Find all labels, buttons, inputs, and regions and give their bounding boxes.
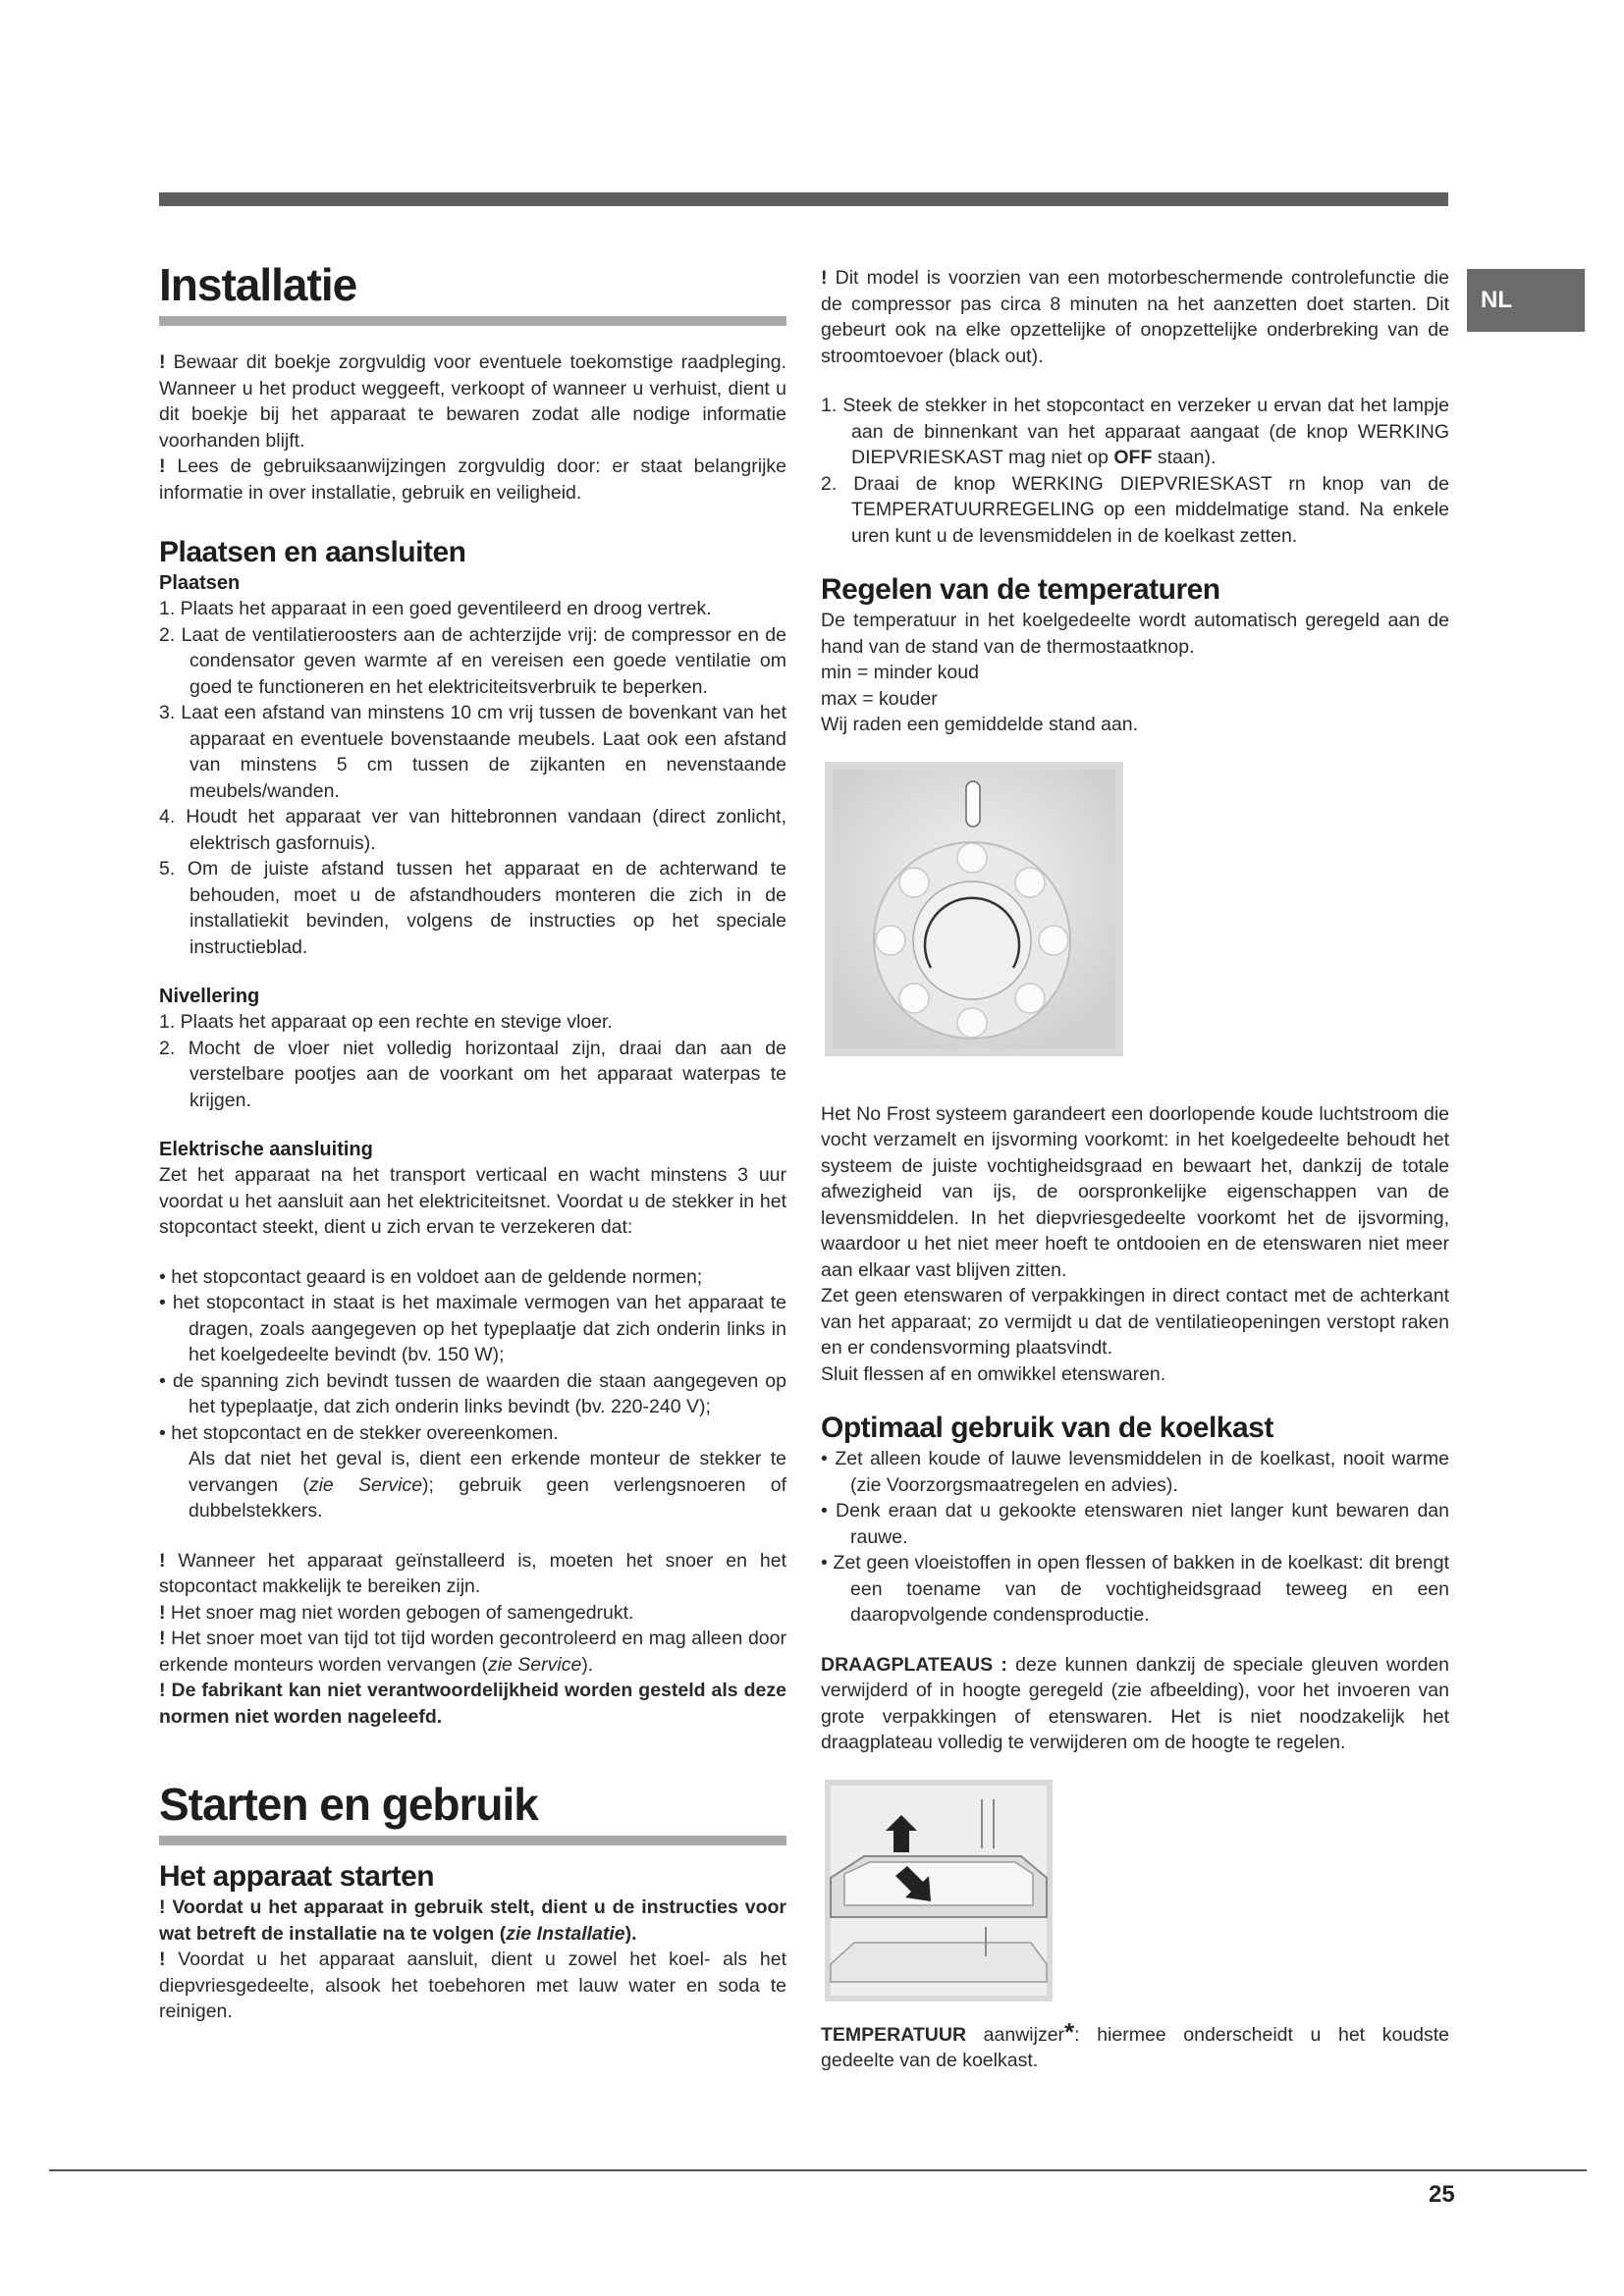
service-reference: zie Service (308, 1473, 423, 1496)
list-item: • Denk eraan dat u gekookte etenswaren niet langer kunt bewaren dan rauwe. (821, 1500, 1449, 1548)
paragraph: TEMPERATUUR aanwijzer*: hiermee onderscheidt u het koudste gedeelte van de koelkast. (821, 2016, 1449, 2071)
shelf-illustration (825, 1780, 1053, 2002)
elektrisch-list (159, 1264, 786, 1447)
bottom-rule (49, 2169, 1587, 2171)
paragraph: ! Bewaar dit boekje zorgvuldig voor eventuele toekomstige raadpleging. Wanneer u het product weggeeft, verkoopt of wanneer u verhuist, dient u dit boekje bij het apparaat te bewaren zodat alle nodige informatie voorhanden blijft. (159, 351, 786, 452)
paragraph: De temperatuur in het koelgedeelte wordt automatisch geregeld aan de hand van de stand van de thermostaatknop. (821, 610, 1449, 658)
subheading-plaatsen: Plaatsen (159, 572, 241, 594)
warning: ! Het snoer mag niet worden gebogen of samengedrukt. (159, 1601, 634, 1624)
list-item: 3. Laat een afstand van minstens 10 cm vrij tussen de bovenkant van het apparaat en eventuele bovenstaande meubels. Laat ook een afstand van minstens 5 cm tussen de zijkanten en nevenstaande meubels/wanden. (159, 702, 786, 802)
advice-line: Wij raden een gemiddelde stand aan. (821, 714, 1139, 735)
paragraph: Het No Frost systeem garandeert een doorlopende koude luchtstroom die vocht verzamelt en ijsvorming voorkomt: in het koelgedeelte behoudt het systeem de juiste vochtigheidsgraad en bewaart het, dankzij de totale afwezigheid van ijs, de oorspronkelijke eigenschappen van de levensmiddelen. In het diepvriesgedeelte voorkomt het de ijsvorming, waardoor u het niet meer hoeft te ontdooien en de etenswaren niet meer aan elkaar vast blijven zitten. (821, 1102, 1449, 1281)
list-item: • de spanning zich bevindt tussen de waarden die staan aangegeven op het typeplaatje, dat zich onderin links bevindt (bv. 220-240 V); (159, 1369, 786, 1417)
heading-regelen: Regelen van de temperaturen (821, 573, 1220, 606)
thermostat-dial-illustration (825, 762, 1123, 1056)
left-column (159, 257, 786, 2025)
subheading-nivellering: Nivellering (159, 986, 260, 1007)
start-steps-list (821, 393, 1449, 549)
nivellering-list (159, 1009, 786, 1113)
list-item: • het stopcontact geaard is en voldoet aan de geldende normen; (159, 1265, 703, 1288)
service-reference: zie Service (487, 1653, 582, 1676)
heading-optimaal: Optimaal gebruik van de koelkast (821, 1412, 1273, 1444)
indicator-light (966, 781, 980, 827)
section-title-starten: Starten en gebruik (159, 1779, 538, 1830)
warning: ! Het snoer moet van tijd tot tijd worden gecontroleerd en mag alleen door erkende monteurs worden vervangen (zie Service). (159, 1628, 786, 1676)
warning: ! De fabrikant kan niet verantwoordelijkheid worden gesteld als deze normen niet worden nageleefd. (159, 1680, 786, 1728)
heading-apparaat-starten: Het apparaat starten (159, 1860, 435, 1893)
optimaal-list (821, 1446, 1449, 1629)
glass-shelf (844, 1862, 1033, 1905)
shelf-figure (825, 1780, 1053, 2002)
paragraph: Als dat niet het geval is, dient een erkende monteur de stekker te vervangen (zie Service); gebruik geen verlengsnoeren of dubbelstekkers. (189, 1448, 787, 1522)
page-number: 25 (1429, 2181, 1455, 2208)
subheading-elektrisch: Elektrische aansluiting (159, 1139, 373, 1160)
heading-plaatsen-aansluiten: Plaatsen en aansluiten (159, 536, 466, 568)
list-item: • het stopcontact en de stekker overeenkomen. (159, 1421, 559, 1444)
right-column (821, 265, 1449, 2074)
paragraph: ! Dit model is voorzien van een motorbeschermende controlefunctie die de compressor pas circa 8 minuten na het aanzetten doet starten. Dit gebeurt ook na elke opzettelijke of onopzettelijke onderbreking van de stroomtoevoer (black out). (821, 267, 1449, 367)
paragraph: Zet geen etenswaren of verpakkingen in direct contact met de achterkant van het apparaat; zo vermijdt u dat de ventilatieopeningen verstopt raken en er condensvorming plaatsvindt. (821, 1285, 1449, 1359)
max-line: max = kouder (821, 687, 938, 710)
paragraph: ! Voordat u het apparaat in gebruik stelt, dient u de instructies voor wat betreft de installatie na te volgen (zie Installatie). (159, 1896, 786, 1945)
paragraph: DRAAGPLATEAUS : deze kunnen dankzij de speciale gleuven worden verwijderd of in hoogte geregeld (zie afbeelding), voor het invoeren van grote verpakkingen of etenswaren. Het is niet noodzakelijk het draagplateau volledig te verwijderen om de hoogte te regelen. (821, 1653, 1449, 1753)
paragraph: Sluit flessen af en omwikkel etenswaren. (821, 1362, 1166, 1385)
language-tab: NL (1467, 269, 1585, 332)
paragraph: Zet het apparaat na het transport verticaal en wacht minstens 3 uur voordat u het aansluit aan het elektriciteitsnet. Voordat u de stekker in het stopcontact steekt, dient u zich ervan te verzekeren dat: (159, 1164, 786, 1238)
list-item: 2. Mocht de vloer niet volledig horizontaal zijn, draai dan aan de verstelbare pootjes aan de voorkant om het apparaat waterpas te krijgen. (159, 1037, 786, 1111)
list-item: 4. Houdt het apparaat ver van hittebronnen vandaan (direct zonlicht, elektrisch gasfornuis). (159, 806, 786, 854)
lower-shelf (831, 1943, 1047, 1982)
title-rule (159, 316, 786, 326)
section-title-installatie: Installatie (159, 259, 357, 310)
paragraph: ! Voordat u het apparaat aansluit, dient u zowel het koel- als het diepvriesgedeelte, alsook het toebehoren met lauw water en soda te reinigen. (159, 1949, 786, 2022)
min-line: min = minder koud (821, 662, 979, 683)
list-item: • het stopcontact in staat is het maximale vermogen van het apparaat te dragen, zoals aangegeven op het typeplaatje dat zich onderin links in het koelgedeelte bevindt (bv. 150 W); (159, 1292, 786, 1365)
top-rule (159, 192, 1448, 206)
list-item: 1. Steek de stekker in het stopcontact en verzeker u ervan dat het lampje aan de binnenkant van het apparaat aangaat (de knop WERKING DIEPVRIESKAST mag niet op OFF staan). (821, 395, 1449, 468)
list-item: 1. Plaats het apparaat in een goed geventileerd en droog vertrek. (159, 598, 712, 619)
list-item: 2. Draai de knop WERKING DIEPVRIESKAST rn knop van de TEMPERATUURREGELING op een middelmatige stand. Na enkele uren kunt u de levensmiddelen in de koelkast zetten. (821, 472, 1449, 547)
title-rule (159, 1836, 786, 1845)
list-item: • Zet geen vloeistoffen in open flessen of bakken in de koelkast: dit brengt een toename van de vochtigheidsgraad teweeg en een daaropvolgende condensproductie. (821, 1552, 1449, 1626)
list-item: 1. Plaats het apparaat op een rechte en stevige vloer. (159, 1011, 613, 1033)
paragraph: ! Lees de gebruiksaanwijzingen zorgvuldig door: er staat belangrijke informatie in over installatie, gebruik en veiligheid. (159, 455, 786, 504)
list-item: • Zet alleen koude of lauwe levensmiddelen in de koelkast, nooit warme (zie Voorzorgsmaatregelen en advies). (821, 1448, 1449, 1496)
thermostat-dial-figure (825, 762, 1123, 1056)
list-item: 2. Laat de ventilatieroosters aan de achterzijde vrij: de compressor en de condensator geven warmte af en vereisen een goede ventilatie om goed te functioneren en het elektriciteitsverbruik te beperken. (159, 623, 786, 698)
list-item: 5. Om de juiste afstand tussen het apparaat en de achterwand te behouden, moet u de afstandhouders monteren die zich in de installatiekit bevinden, volgens de instructies op het speciale instructieblad. (159, 858, 786, 958)
plaatsen-list (159, 596, 786, 960)
warning: ! Wanneer het apparaat geïnstalleerd is, moeten het snoer en het stopcontact makkelijk te bereiken zijn. (159, 1549, 786, 1597)
